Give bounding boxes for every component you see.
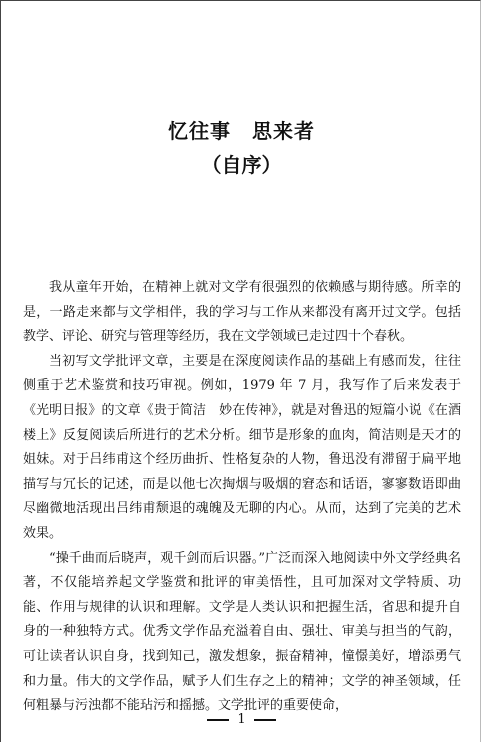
page-subtitle: （自序） [201, 153, 282, 177]
paragraph: 当初写文学批评文章，主要是在深度阅读作品的基础上有感而发，往往侧重于艺术鉴赏和技巧审视。例如，1979 年 7 月，我写作了后来发表于《光明日报》的文章《贵于简洁 妙在传神》，就是对鲁迅的短篇小说《在酒楼上》反复阅读后所进行的艺术分析。细节是形象的血肉，简洁则是天才的姐妹。对于吕纬甫这个经历曲折、性格复杂的人物，鲁迅没有滞留于扁平地描写与冗长的记述，而是以他七次掏烟与吸烟的窘态和话语，寥寥数语即曲尽幽微地活现出吕纬甫颓退的魂魄及无聊的内心。从而，达到了完美的艺术效果。 [23, 353, 461, 541]
page-footer [1, 712, 481, 727]
left-dash-decoration [207, 719, 229, 721]
page-number: 1 [237, 712, 246, 727]
right-dash-decoration [254, 719, 276, 721]
body-text [23, 276, 461, 719]
page-title: 忆往事 思来者 [168, 119, 315, 143]
paragraph: 我从童年开始，在精神上就对文学有很强烈的依赖感与期待感。所幸的是，一路走来都与文学相伴，我的学习与工作从来都没有离开过文学。包括教学、评论、研究与管理等经历，我在文学领域已走过四十个春秋。 [23, 280, 461, 345]
paragraph: “操千曲而后晓声，观千剑而后识器。”广泛而深入地阅读中外文学经典名著，不仅能培养起文学鉴赏和批评的审美悟性，且可加深对文学特质、功能、作用与规律的认识和理解。文学是人类认识和把握生活，省思和提升自身的一种独特方式。优秀文学作品充溢着自由、强壮、审美与担当的气韵，可让读者认识自身，找到知己，激发想象，振奋精神，憧憬美好，增添勇气和力量。伟大的文学作品，赋予人们生存之上的精神；文学的神圣领域，任何粗暴与污浊都不能玷污和摇撼。文学批评的重要使命， [23, 550, 461, 714]
